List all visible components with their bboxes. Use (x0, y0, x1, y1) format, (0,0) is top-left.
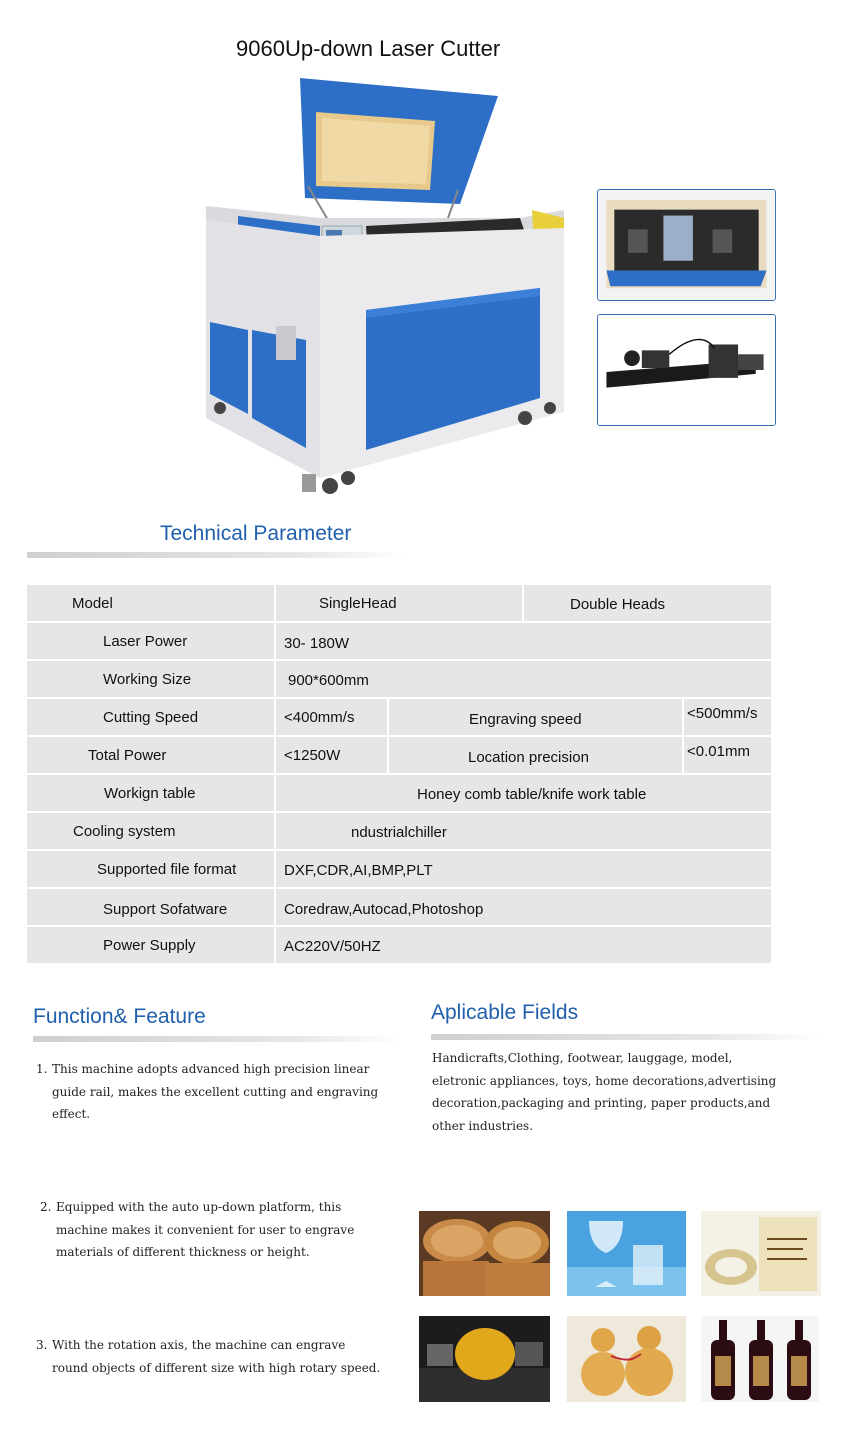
laser-cutter-machine-image (190, 68, 580, 503)
technical-parameter-heading: Technical Parameter (160, 522, 352, 545)
table-label-cell (27, 699, 274, 735)
table-value-cell (276, 889, 771, 925)
row-value: DXF,CDR,AI,BMP,PLT (284, 862, 433, 879)
table-row (27, 661, 771, 697)
table-label-cell (27, 661, 274, 697)
section-divider (431, 1034, 821, 1040)
fields-line: other industries. (432, 1118, 534, 1133)
table-value-cell (276, 775, 771, 811)
feature-line: Equipped with the auto up-down platform, this (56, 1200, 342, 1214)
row-value: Double Heads (570, 596, 666, 613)
row-label: Laser Power (103, 633, 188, 650)
row-label: Power Supply (103, 937, 196, 954)
row-value: <0.01mm (687, 743, 750, 760)
feature-number: 3. (36, 1338, 48, 1352)
table-value-cell (684, 737, 771, 773)
row-value: Honey comb table/knife work table (417, 786, 647, 803)
feature-number: 2. (40, 1200, 52, 1214)
table-value-cell (276, 623, 771, 659)
table-value-cell (684, 699, 771, 735)
table-value-cell (276, 851, 771, 887)
table-label-cell (27, 623, 274, 659)
table-value-cell (524, 585, 771, 621)
row-value: 900*600mm (288, 672, 369, 689)
engraved-glassware-image (567, 1211, 686, 1296)
table-value-cell (276, 699, 387, 735)
table-row (27, 737, 771, 773)
function-feature-heading: Function& Feature (33, 1005, 206, 1028)
row-label: Working Size (103, 671, 192, 688)
table-row (27, 585, 771, 621)
table-value-cell (276, 585, 522, 621)
row-label: Cooling system (73, 823, 176, 840)
table-value-cell (276, 661, 771, 697)
table-label-cell (27, 585, 274, 621)
row-value: <500mm/s (687, 705, 758, 722)
table-label-cell (389, 699, 682, 735)
feature-item (36, 1058, 406, 1126)
up-down-platform-image (597, 189, 776, 301)
page-title: 9060Up-down Laser Cutter (236, 36, 501, 61)
fields-line: eletronic appliances, toys, home decorations,advertising (432, 1073, 777, 1088)
feature-line: effect. (52, 1107, 91, 1121)
row-label: Cutting Speed (103, 709, 199, 726)
rotary-engraved-object-image (419, 1316, 550, 1402)
row-value: Coredraw,Autocad,Photoshop (284, 901, 484, 918)
feature-line: round objects of different size with high rotary speed. (52, 1360, 381, 1375)
table-value-cell (276, 737, 387, 773)
row-value: ndustrialchiller (351, 824, 447, 841)
fields-line: decoration,packaging and printing, paper products,and (432, 1096, 771, 1110)
table-row (27, 813, 771, 849)
row-label: Engraving speed (469, 711, 582, 728)
row-label: Support Sofatware (103, 901, 228, 918)
feature-item (40, 1196, 400, 1264)
table-label-cell (27, 775, 274, 811)
row-label: Location precision (468, 749, 589, 766)
engraved-bamboo-tube-image (701, 1211, 821, 1296)
table-label-cell (27, 889, 274, 925)
row-value: AC220V/50HZ (284, 938, 381, 955)
feature-line: With the rotation axis, the machine can engrave (52, 1338, 346, 1352)
bamboo-engraved-boxes-image (419, 1211, 550, 1296)
table-label-cell (27, 813, 274, 849)
fields-line: Handicrafts,Clothing, footwear, lauggage, model, (432, 1051, 733, 1065)
table-row (27, 775, 771, 811)
table-value-cell (276, 813, 771, 849)
row-value: <1250W (284, 747, 341, 764)
section-divider (27, 552, 407, 558)
applicable-fields-heading: Aplicable Fields (431, 1001, 579, 1024)
feature-number: 1. (36, 1062, 48, 1076)
table-value-cell (276, 927, 771, 963)
table-label-cell (27, 927, 274, 963)
applicable-fields-text (432, 1047, 822, 1137)
table-label-cell (27, 737, 274, 773)
feature-item (36, 1334, 416, 1379)
table-row (27, 927, 771, 963)
feature-line: guide rail, makes the excellent cutting and engraving (52, 1084, 379, 1099)
table-row (27, 623, 771, 659)
section-divider (33, 1036, 403, 1042)
row-value: 30- 180W (284, 635, 350, 652)
table-row (27, 851, 771, 887)
table-row (27, 699, 771, 735)
engraved-wine-bottles-image (701, 1316, 819, 1402)
table-label-cell (27, 851, 274, 887)
row-label: Model (72, 595, 113, 612)
engraved-gourds-image (567, 1316, 686, 1402)
row-label: Workign table (104, 785, 196, 802)
feature-line: This machine adopts advanced high precision linear (52, 1062, 370, 1076)
row-label: Total Power (88, 747, 167, 764)
table-row (27, 889, 771, 925)
table-label-cell (389, 737, 682, 773)
row-value: SingleHead (319, 595, 397, 612)
rotary-axis-image (597, 314, 776, 426)
row-label: Supported file format (97, 861, 237, 878)
feature-line: machine makes it convenient for user to engrave (56, 1222, 355, 1237)
row-value: <400mm/s (284, 709, 355, 726)
feature-line: materials of different thickness or height. (56, 1245, 310, 1259)
